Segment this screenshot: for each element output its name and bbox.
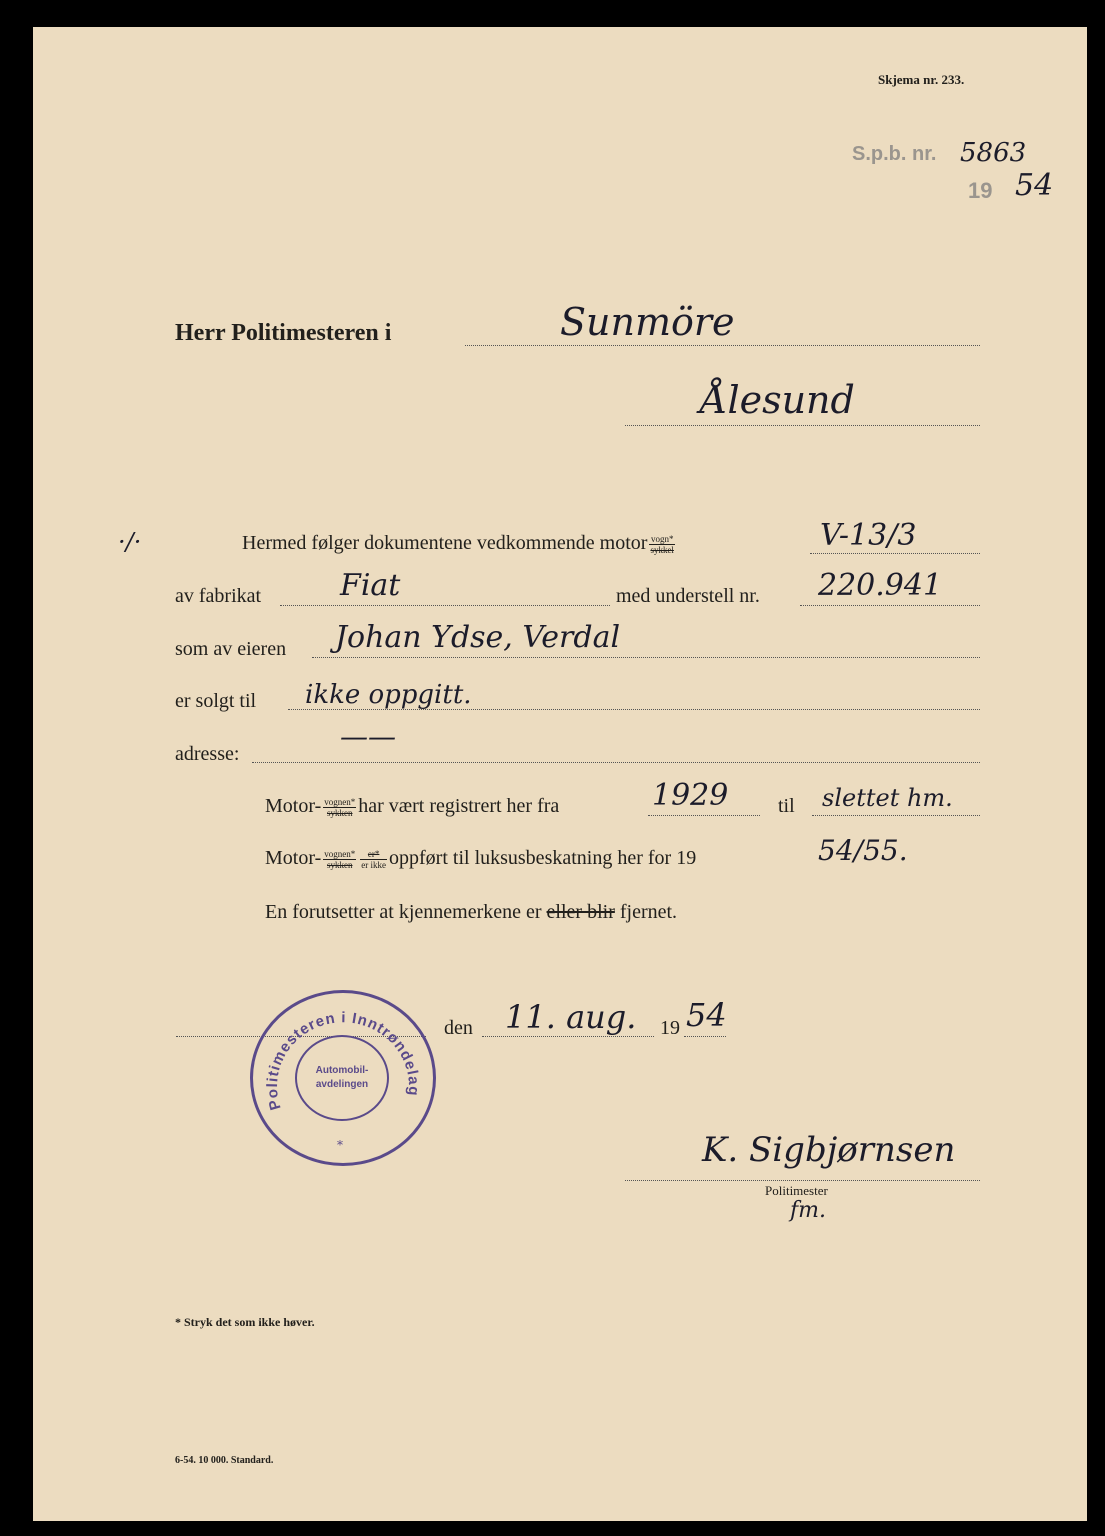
- stamp-ring-label: Politimesteren i Inntrøndelag: [263, 1009, 423, 1112]
- forutsetter-text: [265, 901, 677, 924]
- reg-fraction-num: vognen*: [324, 796, 356, 807]
- understell-label: med understell nr.: [616, 585, 760, 607]
- lux-year: 54/55.: [818, 834, 908, 867]
- fabrikat-value: Fiat: [340, 568, 401, 603]
- reg-motor-label: Motor-: [265, 795, 322, 817]
- margin-mark: ·/·: [118, 528, 142, 556]
- adresse-label: adresse:: [175, 743, 240, 765]
- city-line: [625, 425, 980, 426]
- registration-text: [265, 795, 559, 818]
- vehicle-type-fraction: [649, 534, 675, 555]
- spb-label: S.p.b. nr.: [852, 143, 937, 165]
- recipient-line: [465, 345, 980, 346]
- spb-year-suffix: 54: [1015, 168, 1054, 203]
- intro-label: Hermed følger dokumentene vedkommende motor: [242, 532, 648, 554]
- reg-no-line: [810, 553, 980, 554]
- police-stamp: [250, 990, 436, 1166]
- signature-title: Politimester: [765, 1183, 828, 1198]
- date-day: 11. aug.: [505, 998, 637, 1036]
- eier-value: Johan Ydse, Verdal: [335, 620, 621, 655]
- eier-line: [312, 657, 980, 658]
- fraction-numerator: vogn*: [650, 533, 674, 544]
- date-line: [482, 1036, 654, 1037]
- date-year-prefix: 19: [660, 1017, 680, 1039]
- understell-line: [800, 605, 980, 606]
- fabrikat-label: av fabrikat: [175, 585, 262, 607]
- stamp-star: *: [337, 1138, 343, 1152]
- reg-til-label: til: [778, 795, 795, 817]
- stamp-line1: Automobil-: [315, 1065, 369, 1076]
- lux-fraction-2-num: er*: [360, 849, 387, 860]
- lux-fraction-1-den: sykken: [327, 859, 353, 870]
- recipient-city: Ålesund: [700, 378, 855, 422]
- date-year-line: [684, 1036, 726, 1037]
- solgt-label: er solgt til: [175, 690, 257, 712]
- reg-from: 1929: [652, 778, 729, 813]
- forutsetter-label: En forutsetter at kjennemerkene er: [265, 901, 542, 923]
- recipient-district: Sunmöre: [560, 300, 735, 344]
- document-page: [33, 27, 1087, 1521]
- luxury-text: [265, 847, 696, 870]
- spb-number: 5863: [960, 138, 1027, 168]
- footnote: * Stryk det som ikke høver.: [175, 1315, 315, 1329]
- lux-fraction-2-den: er ikke: [361, 859, 387, 870]
- date-label: den: [444, 1017, 473, 1039]
- signature-line: [625, 1180, 980, 1181]
- stamp-line2: avdelingen: [315, 1079, 369, 1090]
- reg-to: slettet hm.: [822, 784, 953, 812]
- reg-number: V-13/3: [820, 518, 917, 553]
- signature: K. Sigbjørnsen: [702, 1130, 956, 1170]
- reg-fraction: [323, 797, 356, 818]
- fraction-denominator: sykkel: [650, 544, 674, 555]
- reg-to-line: [812, 815, 980, 816]
- understell-value: 220.941: [818, 568, 943, 603]
- lux-fraction-2: [360, 849, 387, 870]
- forutsetter-end: fjernet.: [619, 901, 678, 923]
- lux-motor-label: Motor-: [265, 847, 322, 869]
- lux-fraction-1-num: vognen*: [324, 848, 356, 859]
- date-year-suffix: 54: [686, 996, 727, 1034]
- reg-fraction-den: sykken: [327, 807, 353, 818]
- recipient-label: Herr Politimesteren i: [175, 320, 392, 346]
- signature-fm: fm.: [790, 1198, 826, 1223]
- forutsetter-strike: eller blir: [546, 901, 615, 923]
- adresse-line: [252, 762, 980, 763]
- fabrikat-line: [280, 605, 610, 606]
- spb-year-prefix: 19: [968, 178, 993, 203]
- stamp-center: [295, 1035, 389, 1121]
- reg-from-line: [648, 815, 760, 816]
- adresse-value: ——: [340, 720, 396, 753]
- eier-label: som av eieren: [175, 638, 287, 660]
- lux-fraction-1: [323, 849, 356, 870]
- lux-text: oppført til luksusbeskatning her for 19: [389, 847, 697, 869]
- solgt-value: ikke oppgitt.: [305, 680, 472, 710]
- intro-text: [242, 532, 677, 555]
- print-info: 6-54. 10 000. Standard.: [175, 1455, 274, 1466]
- reg-text: har vært registrert her fra: [358, 795, 560, 817]
- form-number: Skjema nr. 233.: [878, 72, 965, 87]
